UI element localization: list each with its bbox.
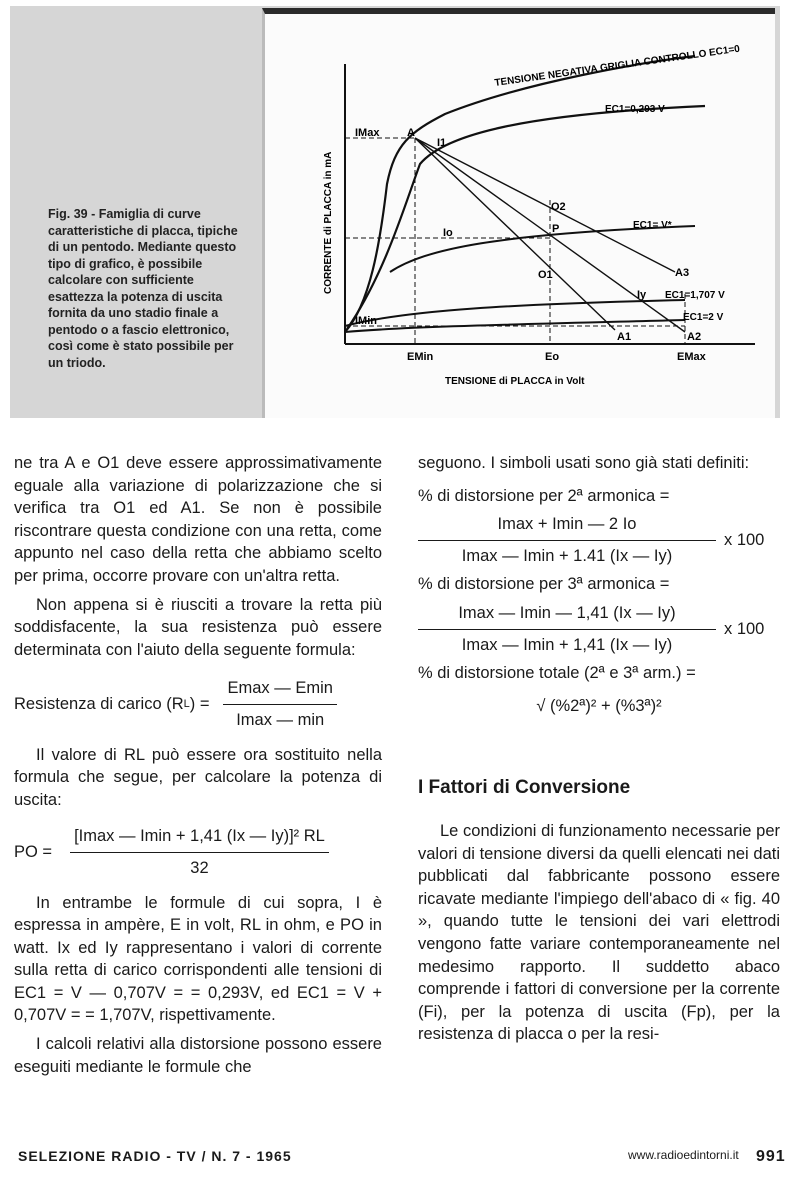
- f3-multiplier: x 100: [724, 619, 765, 638]
- f3-numerator: Imax — Imin — 1,41 (Ix — Iy): [418, 602, 716, 630]
- point-i1: I1: [437, 137, 447, 149]
- f2-label: % di distorsione per 2ª armonica =: [418, 486, 670, 505]
- point-iy: Iy: [637, 289, 647, 301]
- page-number: 991: [756, 1148, 786, 1165]
- load-resistance-formula: [14, 677, 382, 731]
- load-line-a3: [415, 138, 675, 272]
- curve-label-4: EC1=2 V: [683, 312, 724, 323]
- ft-expression: √ (%2ª)² + (%3ª)²: [536, 696, 662, 715]
- left-column: [14, 452, 382, 1078]
- f2-numerator: Imax + Imin — 2 Io: [418, 513, 716, 541]
- ytick-imax: IMax: [355, 127, 380, 139]
- point-o1: O1: [538, 269, 553, 281]
- figure-caption: Fig. 39 - Famiglia di curve caratteristiche di placca, tipiche di un pentodo. Mediante questo tipo di grafico, è possibile calcolare con sufficiente esattezza la potenza di uscita fornita da uno stadio finale a pentodo o a fascio elettronico, così come è stato possibile per un triodo.: [48, 207, 238, 370]
- left-paragraph-4: In entrambe le formule di cui sopra, I è espressa in ampère, E in volt, RL in ohm, e PO in watt. Ix ed Iy rappresentano i valori di corrente sulla retta di carico corrispondenti alle tensioni di EC1 = V — 0,707V = = 0,293V, ed EC1 = V + 0,707V = = 1,707V, rispettivamente.: [14, 893, 382, 1025]
- rl-numerator: Emax — Emin: [223, 677, 336, 705]
- point-a: A: [407, 127, 415, 139]
- ft-label: % di distorsione totale (2ª e 3ª arm.) =: [418, 664, 696, 683]
- rl-label: Resistenza di carico (R: [14, 695, 184, 714]
- point-a2: A2: [687, 331, 702, 343]
- left-paragraph-2: Non appena si è riusciti a trovare la retta più soddisfacente, la sua resistenza può essere determinata con l'aiuto della seguente formula:: [14, 595, 382, 659]
- f2-fraction: [418, 513, 716, 567]
- f3-fraction: [418, 602, 716, 656]
- curve-label-3: EC1=1,707 V: [665, 290, 725, 301]
- rl-label-sub: L: [183, 698, 190, 711]
- po-numerator: [Imax — Imin + 1,41 (Ix — Iy)]² RL: [70, 825, 329, 853]
- left-paragraph-1: ne tra A e O1 deve essere approssimativamente eguale alla variazione di polarizzazione che si verifica tra O1 ed A1. Se non è possibile riscontrare questa condizione con una retta, come appunto nel caso della retta che abbiamo scelto per prima, occorre provare con un'altra retta.: [14, 454, 382, 585]
- third-harmonic-formula: [418, 602, 780, 656]
- point-o2: O2: [551, 201, 566, 213]
- curve-label-0: TENSIONE NEGATIVA GRIGLIA CONTROLLO EC1=0: [493, 43, 741, 89]
- left-paragraph-3: Il valore di RL può essere ora sostituito nella formula che segue, per calcolare la potenza di uscita:: [14, 745, 382, 809]
- point-a3: A3: [675, 267, 690, 279]
- right-paragraph-2: Le condizioni di funzionamento necessarie per valori di tensione diversi da quelli elencati nei dati pubblicati dal fabbricante possono essere ricavate mediante l'impiego dell'abaco di « fig. 40 », quando tutte le tensioni dei vari elettrodi vengono fatte variare contemporaneamente nel medesimo rapporto. Il suddetto abaco comprende i fattori di conversione per la corrente (Fi), per la potenza di uscita (Fp), per la resistenza di placca o per la resi-: [418, 821, 780, 1044]
- footer-journal: SELEZIONE RADIO - TV / N. 7 - 1965: [18, 1148, 292, 1164]
- f3-denominator: Imax — Imin + 1,41 (Ix — Iy): [461, 635, 673, 654]
- chart-svg: [265, 14, 775, 418]
- f3-label: % di distorsione per 3ª armonica =: [418, 575, 670, 594]
- ytick-io: Io: [443, 227, 453, 239]
- po-fraction: [70, 825, 329, 879]
- rl-fraction: [223, 677, 336, 731]
- right-column: [418, 452, 780, 1046]
- f2-denominator: Imax — Imin + 1.41 (Ix — Iy): [461, 546, 673, 565]
- right-paragraph-1: seguono. I simboli usati sono già stati definiti:: [418, 454, 750, 472]
- left-paragraph-5: I calcoli relativi alla distorsione possono essere eseguiti mediante le formule che: [14, 1035, 382, 1076]
- curve-label-1: EC1=0,293 V: [605, 104, 665, 115]
- section-heading: I Fattori di Conversione: [418, 777, 631, 799]
- f2-multiplier: x 100: [724, 530, 765, 549]
- xtick-emax: EMax: [677, 351, 706, 363]
- curve-label-2: EC1= V*: [633, 220, 672, 231]
- footer-website: www.radioedintorni.it: [628, 1148, 739, 1162]
- po-denominator: 32: [190, 858, 209, 877]
- second-harmonic-formula: [418, 513, 780, 567]
- curve-ec1-v: [390, 226, 695, 272]
- xtick-emin: EMin: [407, 351, 434, 363]
- point-p: P: [552, 223, 560, 235]
- xtick-eo: Eo: [545, 351, 560, 363]
- rl-label-tail: ) =: [189, 695, 210, 714]
- rl-denominator: Imax — min: [236, 710, 325, 729]
- ytick-imin: IMin: [355, 315, 377, 327]
- point-a1: A1: [617, 331, 632, 343]
- x-axis-label: TENSIONE di PLACCA in Volt: [445, 376, 585, 387]
- output-power-formula: [14, 825, 382, 879]
- y-axis-label: CORRENTE di PLACCA in mA: [323, 151, 334, 294]
- plate-characteristics-chart: [262, 8, 775, 418]
- po-label: PO =: [14, 843, 53, 862]
